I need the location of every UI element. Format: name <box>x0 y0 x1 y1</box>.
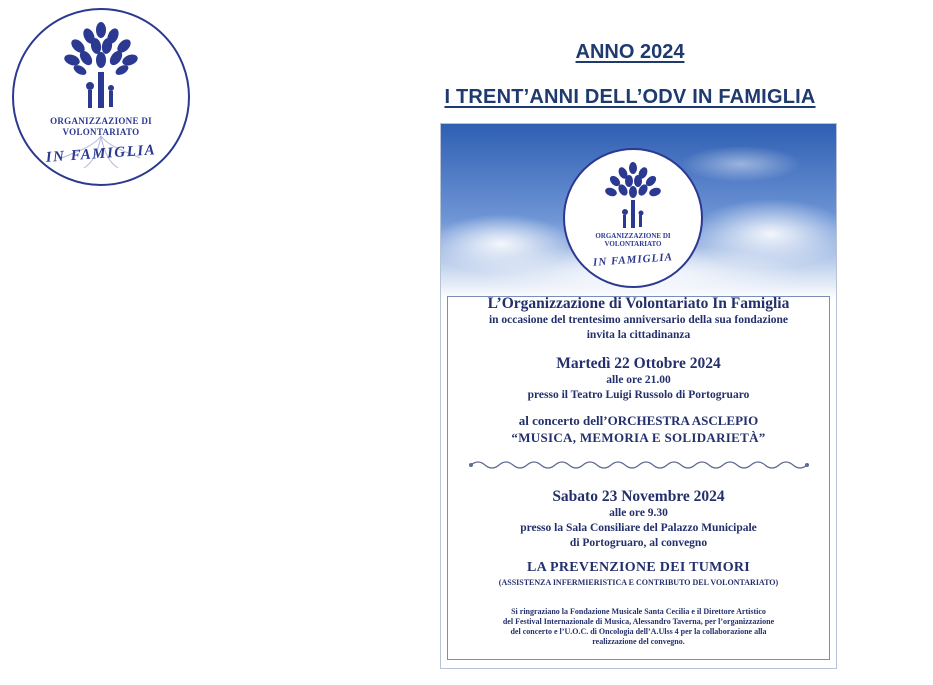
event2-subtitle: (ASSISTENZA INFERMIERISTICA E CONTRIBUTO DEL VOLONTARIATO) <box>498 578 779 587</box>
thanks-line: del Festival Internazionale di Musica, Alessandro Taverna, per l’organizzazione <box>502 617 775 626</box>
poster-logo-line3: IN FAMIGLIA <box>592 251 674 269</box>
anniversary-heading: I TRENT’ANNI DELL’ODV IN FAMIGLIA <box>444 86 816 108</box>
occasion-text: in occasione del trentesimo anniversario della sua fondazione <box>488 314 789 326</box>
thanks-line: del concerto e l’U.O.C. di Oncologia dell’A.Ulss 4 per la collaborazione alla <box>510 627 767 636</box>
year-heading: ANNO 2024 <box>575 41 685 63</box>
ornamental-divider <box>466 458 811 472</box>
event2-time: alle ore 9.30 <box>609 507 668 519</box>
event-poster <box>440 123 837 669</box>
poster-frame <box>447 296 830 660</box>
event1-time: alle ore 21.00 <box>606 374 671 386</box>
org-name: L’Organizzazione di Volontariato In Famiglia <box>487 295 790 312</box>
event1-concert: al concerto dell’ORCHESTRA ASCLEPIO <box>518 413 759 428</box>
event2-title: LA PREVENZIONE DEI TUMORI <box>526 560 751 575</box>
event2-place-line2: di Portogruaro, al convegno <box>569 537 708 549</box>
organization-logo <box>12 8 192 188</box>
logo-text-line3: IN FAMIGLIA <box>45 142 157 166</box>
logo-text-line1: ORGANIZZAZIONE DI <box>50 116 152 126</box>
logo-text-line2: VOLONTARIATO <box>62 127 140 137</box>
event1-date: Martedì 22 Ottobre 2024 <box>556 355 721 372</box>
event2-place-line1: presso la Sala Consiliare del Palazzo Municipale <box>520 522 757 534</box>
event1-title: “MUSICA, MEMORIA E SOLIDARIETÀ” <box>511 430 766 445</box>
event1-place: presso il Teatro Luigi Russolo di Portogruaro <box>527 389 750 401</box>
poster-logo-line2: VOLONTARIATO <box>604 240 662 248</box>
invite-text: invita la cittadinanza <box>586 329 691 341</box>
thanks-line: Si ringraziano la Fondazione Musicale Santa Cecilia e il Direttore Artistico <box>511 607 766 616</box>
poster-logo-line1: ORGANIZZAZIONE DI <box>595 232 671 240</box>
event2-date: Sabato 23 Novembre 2024 <box>552 488 725 505</box>
poster-logo <box>563 148 703 288</box>
thanks-line: realizzazione del convegno. <box>592 637 685 646</box>
